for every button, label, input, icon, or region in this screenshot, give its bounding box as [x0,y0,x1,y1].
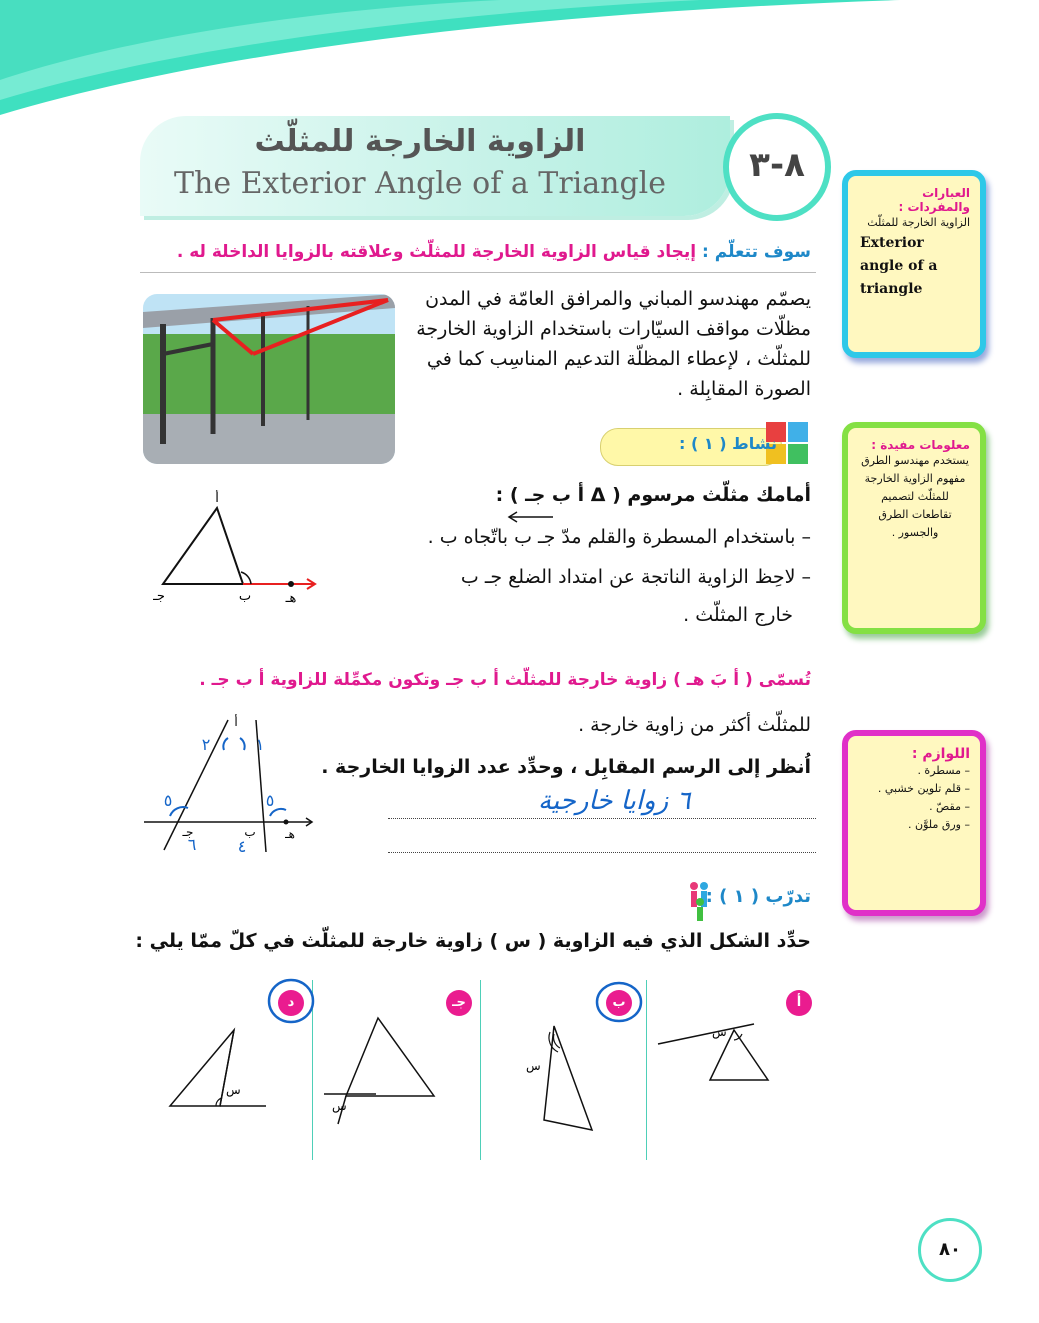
objective [171,242,811,262]
lesson-number: ٨-٣ [723,113,831,221]
option-a-figure [650,1010,790,1090]
tools-item: – مسطرة . [917,764,970,777]
more-line-1: للمثلّث أكثر من زاوية خارجة . [578,714,811,736]
t1-label-c: جـ [153,589,165,604]
option-a-angle-label: س [712,1025,727,1039]
option-divider [646,980,647,1160]
tools-item: – ورق ملوَّن . [908,818,970,831]
option-c-angle-label: س [332,1099,347,1113]
tools-item: – قلم تلوين خشبي . [877,782,970,795]
option-d-figure [160,1020,280,1120]
t2-num-2: ٢ [201,735,211,754]
t2-num-5b: ٥ [265,791,275,810]
t2-num-6: ٦ [187,835,197,854]
answer-line-1 [388,818,816,819]
activity-step-2b: خارج المثلّث . [683,604,793,626]
training-question: حدِّد الشكل الذي فيه الزاوية ( س ) زاوية خارجة للمثلّث في كلّ ممّا يلي : [135,930,811,952]
triangle-1-figure [145,490,325,610]
definition-text: تُسمّى ( أ بَ هـ ) زاوية خارجة للمثلّث أ ب جـ وتكون مكمِّلة للزاوية أ ب جـ . [199,670,811,690]
page-number: ٨٠ [918,1218,982,1282]
answer-line-2 [388,852,816,853]
activity-label: نشاط ( ١ ) : [679,434,777,453]
t2-num-5a: ٥ [163,791,173,810]
triangle-2-figure [140,712,330,862]
info-title: معلومات مفيدة : [871,438,970,452]
option-divider [480,980,481,1160]
more-line-2: اُنظر إلى الرسم المقابِل ، وحدِّد عدد الزوايا الخارجة . [321,756,811,778]
vocab-en: Exterior angle of a triangle [860,235,938,297]
option-b-figure [500,1018,620,1138]
activity-prompt: أمامك مثلّث مرسوم ( Δ أ ب جـ ) : [495,484,811,506]
t2-label-a: أ [234,715,238,729]
photo-illustration [143,294,395,464]
selection-circle-d [266,976,318,1026]
t2-num-1: ١ [255,735,265,754]
vocab-ar: الزاوية الخارجة للمثلّث [867,216,970,229]
activity-step-2: – لاحِظ الزاوية الناتجة عن امتداد الضلع جـ ب [460,566,811,588]
lesson-title-ar: الزاوية الخارجة للمثلّث [254,124,586,159]
t1-label-b: ب [238,589,252,604]
tools-item: – مقصّ . [929,800,970,813]
lesson-title-en: The Exterior Angle of a Triangle [173,166,667,201]
t2-label-h: هـ [285,827,295,841]
t2-num-4: ٤ [237,837,247,856]
objective-label: سوف تتعلّم : [702,242,811,262]
tools-title: اللوازم : [911,746,970,762]
option-d-angle-label: س [226,1083,241,1097]
activity-step-1: – باستخدام المسطرة والقلم مدّ جـ ب باتّجاه ب . [427,526,811,548]
arrow-over-segment-icon [505,510,555,524]
option-badge-a[interactable]: أ [786,990,812,1016]
t2-label-c: جـ [182,825,194,839]
intro-paragraph: يصمّم مهندسو المباني والمرافق العامّة في المدن مظلّات مواقف السيّارات باستخدام الزاوية الخارجة للمثلّث ، لإعطاء المظلّة التدعيم المناسِب كما في الصورة المقابِلة . [416,288,811,400]
vocab-box [842,170,986,358]
t1-label-h: هـ [285,591,297,606]
parking-shade-photo [143,294,395,464]
info-text: يستخدم مهندسو الطرق مفهوم الزاوية الخارجة للمثلّث لتصميم تقاطعات الطرق والجسور . [861,454,969,539]
header-decoration [0,0,1039,120]
option-c-figure [316,1010,466,1130]
divider [140,272,816,273]
handwritten-answer: ٦ زوايا خارجية [538,786,691,816]
option-badge-d[interactable]: د [278,990,304,1016]
objective-text: إيجاد قياس الزاوية الخارجة للمثلّث وعلاقته بالزوايا الداخلة له . [176,242,697,262]
vocab-title: العبارات والمفردات : [898,186,970,214]
info-box [842,422,986,634]
t2-label-b: ب [244,825,256,839]
t1-label-a: أ [215,491,219,506]
training-label: تدرّب ( ١ ) : [705,886,811,907]
option-b-angle-label: س [526,1059,541,1073]
tools-box [842,730,986,916]
option-badge-c[interactable]: جـ [446,990,472,1016]
option-badge-b[interactable]: ب [606,990,632,1016]
